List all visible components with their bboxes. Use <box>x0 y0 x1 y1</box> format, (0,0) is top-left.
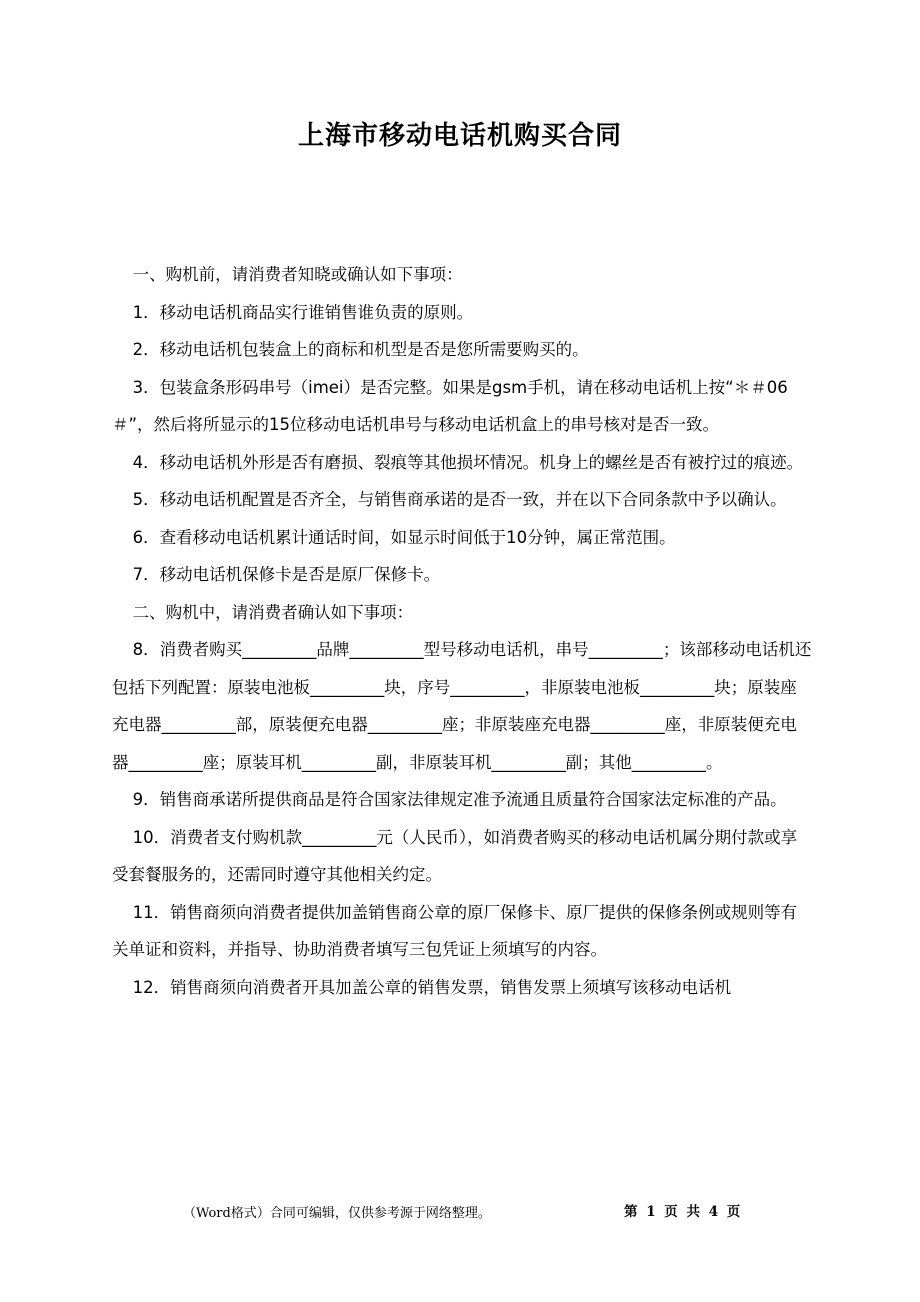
clause-3: 3．包装盒条形码串号（imei）是否完整。如果是gsm手机，请在移动电话机上按“＊＃06＃”，然后将所显示的15位移动电话机串号与移动电话机盒上的串号核对是否一致。 <box>112 377 788 434</box>
page-number: 第 1 页 共 4 页 <box>624 1204 741 1220</box>
clause-7: 7．移动电话机保修卡是否是原厂保修卡。 <box>132 565 441 584</box>
document-title: 上海市移动电话机购买合同 <box>297 121 622 151</box>
clause-1: 1．移动电话机商品实行谁销售谁负责的原则。 <box>132 302 474 322</box>
section-heading-1: 一、购机前，请消费者知晓或确认如下事项： <box>132 265 463 284</box>
clause-2: 2．移动电话机包装盒上的商标和机型是否是您所需要购买的。 <box>132 340 589 359</box>
clause-4: 4．移动电话机外形是否有磨损、裂痕等其他损坏情况。机身上的螺丝是否有被拧过的痕迹。 <box>132 452 804 472</box>
clause-6: 6．查看移动电话机累计通话时间，如显示时间低于10分钟，属正常范围。 <box>132 527 676 547</box>
clause-12: 12．销售商须向消费者开具加盖公章的销售发票，销售发票上须填写该移动电话机 <box>132 977 732 997</box>
clause-9: 9．销售商承诺所提供商品是符合国家法律规定准予流通且质量符合国家法定标准的产品。 <box>132 790 787 809</box>
clause-8: 8．消费者购买_________品牌_________型号移动电话机，串号_________；该部移动电话机还包括下列配置：原装电池板_________块，序号_________，非原装电池板_________块；原装座充电器_________部，原装便充电器_________座；非原装座充电器_________座，非原装便充电器_________座；原装耳机_________副，非原装耳机_________副；其他_________。 <box>112 640 812 772</box>
document-body <box>112 256 812 1006</box>
clause-10: 10．消费者支付购机款_________元（人民币），如消费者购买的移动电话机属分期付款或享受套餐服务的，还需同时遵守其他相关约定。 <box>112 827 798 884</box>
clause-5: 5．移动电话机配置是否齐全，与销售商承诺的是否一致，并在以下合同条款中予以确认。 <box>132 490 787 509</box>
section-heading-2: 二、购机中，请消费者确认如下事项： <box>132 602 414 622</box>
footer-note: （Word格式）合同可编辑，仅供参考源于网络整理。 <box>183 1206 491 1221</box>
clause-11: 11．销售商须向消费者提供加盖销售商公章的原厂保修卡、原厂提供的保修条例或规则等有关单证和资料，并指导、协助消费者填写三包凭证上须填写的内容。 <box>112 902 798 959</box>
